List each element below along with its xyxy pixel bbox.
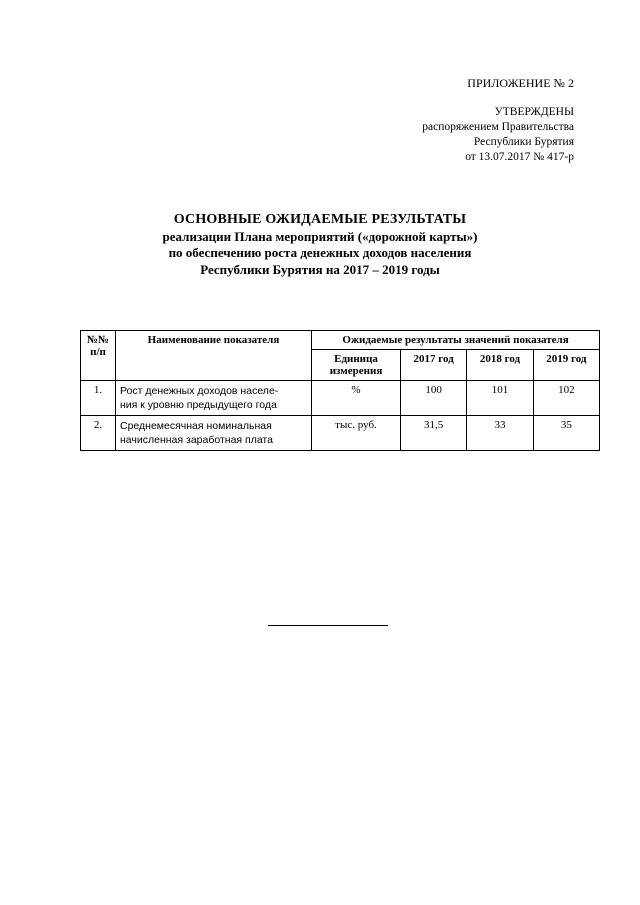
document-title — [0, 212, 640, 278]
approval-block — [422, 105, 574, 165]
table-row — [81, 381, 600, 416]
approval-line: Республики Бурятия — [473, 136, 574, 148]
approval-line: распоряжением Правительства — [422, 121, 574, 133]
appendix-label: ПРИЛОЖЕНИЕ № 2 — [467, 76, 574, 90]
results-table — [80, 330, 600, 451]
title-line: Республики Бурятия на 2017 – 2019 годы — [200, 261, 440, 277]
row-name-line: Среднемесячная номинальная — [120, 420, 272, 432]
title-line: реализации Плана мероприятий («дорожной карты») — [162, 228, 478, 244]
row-name-line: начисленная заработная плата — [120, 434, 273, 446]
table-row — [81, 416, 600, 451]
row-unit: тыс. руб. — [312, 416, 401, 451]
row-name-line: Рост денежных доходов населе- — [120, 385, 279, 397]
row-value-2018: 33 — [467, 416, 533, 451]
row-num: 1. — [81, 381, 116, 416]
header-num: №№ п/п — [81, 331, 116, 381]
header-2017: 2017 год — [401, 350, 467, 381]
row-value-2019: 35 — [533, 416, 599, 451]
row-name-line: ния к уровню предыдущего года — [120, 399, 277, 411]
row-value-2017: 100 — [401, 381, 467, 416]
approval-line: УТВЕРЖДЕНЫ — [494, 106, 574, 118]
header-unit: Единица измерения — [312, 350, 401, 381]
approval-line: от 13.07.2017 № 417-р — [465, 151, 574, 163]
row-value-2018: 101 — [467, 381, 533, 416]
row-num: 2. — [81, 416, 116, 451]
row-name — [116, 416, 312, 451]
header-name: Наименование показателя — [116, 331, 312, 381]
row-value-2017: 31,5 — [401, 416, 467, 451]
header-expected: Ожидаемые результаты значений показателя — [312, 331, 600, 350]
closing-divider — [268, 625, 388, 626]
row-name — [116, 381, 312, 416]
header-2019: 2019 год — [533, 350, 599, 381]
row-unit: % — [312, 381, 401, 416]
title-line: по обеспечению роста денежных доходов населения — [168, 245, 472, 260]
title-line: ОСНОВНЫЕ ОЖИДАЕМЫЕ РЕЗУЛЬТАТЫ — [173, 212, 467, 227]
table-header-row — [81, 331, 600, 350]
header-2018: 2018 год — [467, 350, 533, 381]
row-value-2019: 102 — [533, 381, 599, 416]
